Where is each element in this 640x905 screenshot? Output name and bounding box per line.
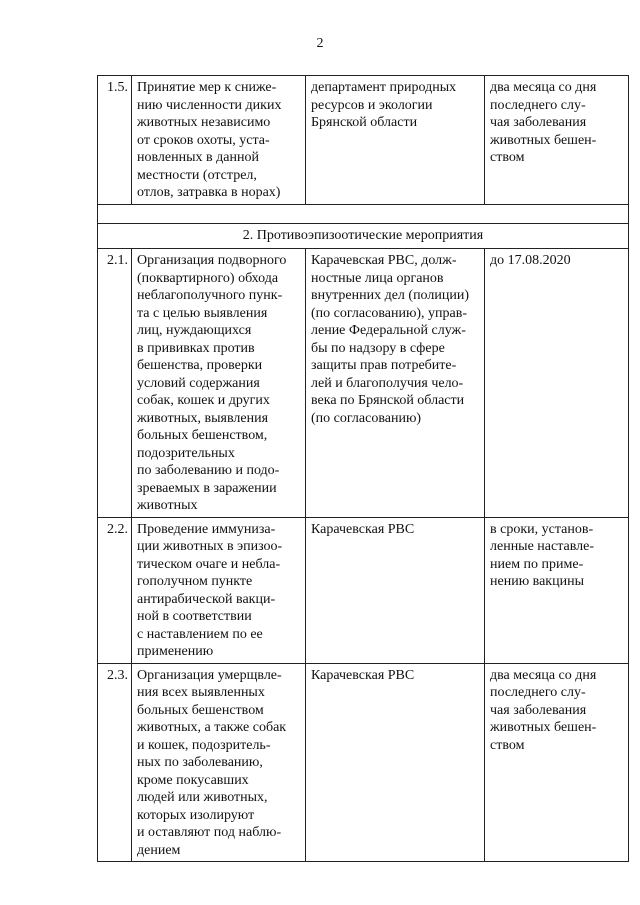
deadline-line: нению вакцины [490,574,584,589]
deadline-line: два месяца со дня [490,667,597,683]
measure-line: Организация умерщвле- [137,667,282,683]
measure-line: неблагополучного пунк- [137,288,283,303]
section-title: 2. Противоэпизоотические мероприятия [98,223,629,249]
deadline-line: до 17.08.2020 [490,253,571,268]
table-body-section-1 [98,76,629,205]
measure-line: и кошек, подозритель- [137,737,271,753]
measure-line: ния всех выявленных [137,685,265,700]
item-number: 2.2. [98,517,132,663]
deadline-cell [485,663,629,862]
deadline-line: ством [490,737,525,753]
measure-line: Проведение иммуниза- [137,521,276,537]
responsible-line: Карачевская РВС [311,667,415,683]
deadline-line: ленные наставле- [490,539,595,554]
deadline-line: чая заболевания [490,115,587,130]
measure-line: больных бешенством, [137,428,268,443]
deadline-cell [485,249,629,518]
measure-line: местности (отстрел, [137,167,257,183]
measure-line: Организация подворного [137,253,287,268]
measure-line: лиц, нуждающихся [137,323,252,338]
measure-cell [132,76,306,205]
table-row [98,249,629,518]
measure-line: животных, а также собак [137,720,287,735]
measure-line: новленных в данной [137,150,259,165]
measure-line: (поквартирного) обхода [137,270,279,286]
table-row [98,76,629,205]
section-header-row [98,223,629,249]
deadline-line: два месяца со дня [490,80,597,95]
measure-line: собак, кошек и других [137,393,270,408]
deadline-line: последнего слу- [490,97,586,113]
deadline-line: ством [490,150,525,165]
measure-line: антирабической вакци- [137,591,276,607]
measure-line: дением [137,842,181,858]
responsible-cell [306,249,485,518]
measure-line: отлов, затравка в норах) [137,185,281,200]
measure-line: ной в соответствии [137,609,252,624]
responsible-line: ресурсов и экологии [311,97,433,113]
measure-line: условий содержания [137,375,260,391]
responsible-cell [306,76,485,205]
deadline-cell [485,76,629,205]
table-row [98,663,629,862]
responsible-line: (по согласованию), управ- [311,305,468,321]
measure-cell [132,517,306,663]
measure-cell [132,663,306,862]
responsible-line: департамент природных [311,80,457,95]
item-number: 2.3. [98,663,132,862]
responsible-cell [306,517,485,663]
measure-line: и оставляют под наблю- [137,825,282,840]
responsible-line: ление Федеральной служ- [311,323,466,338]
spacer-row [98,204,629,223]
deadline-line: последнего слу- [490,685,586,700]
measure-line: применению [137,644,214,659]
deadline-line: животных бешен- [490,132,597,148]
measure-line: ных по заболеванию, [137,755,263,770]
deadline-line: животных бешен- [490,720,597,735]
measure-line: больных бешенством [137,702,264,718]
responsible-line: (по согласованию) [311,410,422,426]
measure-line: Принятие мер к сниже- [137,80,277,95]
measure-line: животных независимо [137,115,271,130]
deadline-line: нием по приме- [490,556,584,572]
deadline-cell [485,517,629,663]
measure-line: животных [137,498,198,513]
responsible-line: внутренних дел (полиции) [311,288,469,303]
deadline-line: чая заболевания [490,702,587,718]
responsible-line: Карачевская РВС [311,521,415,537]
responsible-line: защиты прав потребите- [311,358,457,373]
table-row [98,517,629,663]
deadline-line: в сроки, установ- [490,521,594,537]
responsible-line: лей и благополучия чело- [311,375,464,391]
page-number: 2 [316,36,324,51]
measure-line: ции животных в эпизоо- [137,539,283,554]
measure-line: подозрительных [137,445,235,461]
responsible-line: века по Брянской области [311,393,465,408]
responsible-cell [306,663,485,862]
measure-line: с наставлением по ее [137,626,263,642]
spacer-cell [98,204,629,223]
measures-table [97,75,629,862]
measure-line: бешенства, проверки [137,358,263,373]
responsible-line: бы по надзору в сфере [311,340,445,356]
measure-line: от сроков охоты, уста- [137,132,270,148]
measure-line: в прививках против [137,340,255,356]
measure-line: та с целью выявления [137,305,268,321]
table-section-gap [98,204,629,249]
measure-line: кроме покусавших [137,772,249,788]
responsible-line: ностные лица органов [311,270,444,286]
measure-line: нию численности диких [137,97,282,113]
item-number: 2.1. [98,249,132,518]
measure-line: животных, выявления [137,410,269,426]
measure-line: которых изолируют [137,807,255,823]
item-number: 1.5. [98,76,132,205]
measure-cell [132,249,306,518]
measure-line: по заболеванию и подо- [137,463,280,478]
measure-line: людей или животных, [137,790,268,805]
measure-line: тическом очаге и небла- [137,556,281,572]
responsible-line: Карачевская РВС, долж- [311,253,457,268]
table-body-section-2 [98,249,629,862]
measure-line: гополучном пункте [137,574,253,589]
responsible-line: Брянской области [311,115,418,130]
measure-line: зреваемых в заражении [137,480,277,496]
